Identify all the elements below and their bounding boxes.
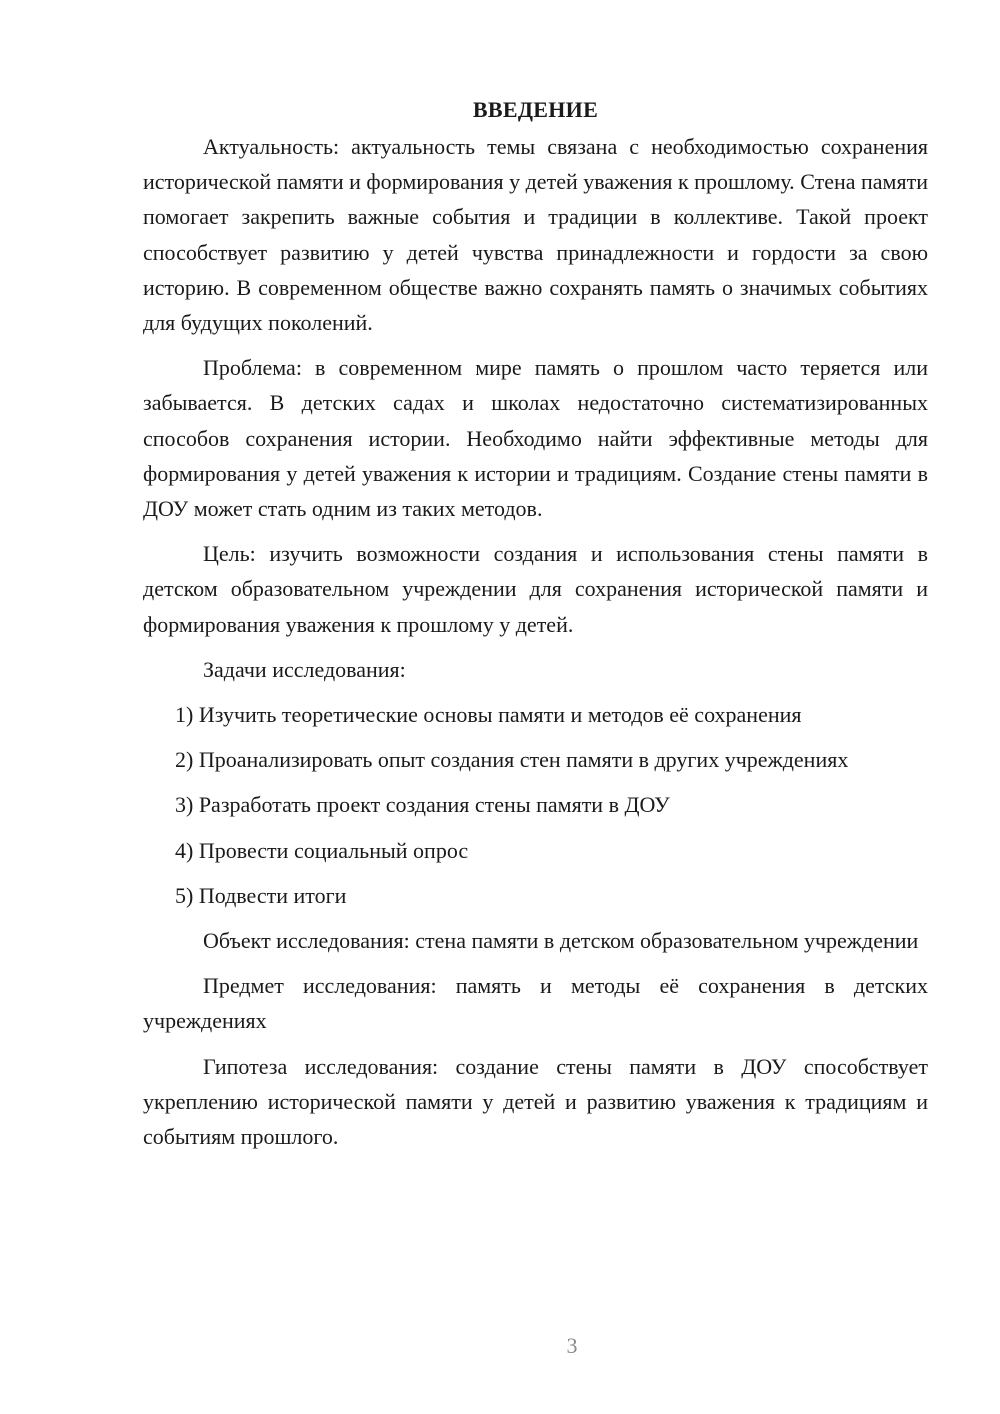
paragraph-object: Объект исследования: стена памяти в детском образовательном учреждении (203, 928, 919, 954)
paragraph-goal: Цель: изучить возможности создания и использования стены памяти в детском образовательном учреждении для сохранения исторической памяти и формирования уважения к прошлому у детей. (143, 541, 928, 637)
paragraph-subject: Предмет исследования: память и методы её сохранения в детских учреждениях (143, 973, 928, 1034)
paragraph-problem: Проблема: в современном мире память о прошлом часто теряется или забывается. В детских садах и школах недостаточно систематизированных способов сохранения истории. Необходимо найти эффективные методы для формирования у детей уважения к истории и традициям. Создание стены памяти в ДОУ может стать одним из таких методов. (143, 355, 928, 522)
paragraph-hypothesis: Гипотеза исследования: создание стены памяти в ДОУ способствует укреплению исторической памяти у детей и развитию уважения к традициям и событиям прошлого. (143, 1053, 928, 1150)
task-item-2: 2) Проанализировать опыт создания стен памяти в других учреждениях (175, 747, 849, 773)
tasks-heading: Задачи исследования: (203, 656, 406, 682)
task-item-5: 5) Подвести итоги (175, 882, 347, 908)
task-item-4: 4) Провести социальный опрос (175, 837, 469, 863)
task-item-3: 3) Разработать проект создания стены памяти в ДОУ (175, 792, 670, 818)
page-number: 3 (566, 1333, 578, 1358)
paragraph-relevance: Актуальность: актуальность темы связана с необходимостью сохранения исторической памяти и формирования у детей уважения к прошлому. Стена памяти помогает закрепить важные события и традиции в коллективе. Такой проект способствует развитию у детей чувства принадлежности и гордости за свою историю. В современном обществе важно сохранять память о значимых событиях для будущих поколений. (143, 134, 928, 336)
section-title: ВВЕДЕНИЕ (472, 97, 599, 122)
document-page (143, 92, 928, 1164)
task-item-1: 1) Изучить теоретические основы памяти и методов её сохранения (175, 702, 802, 728)
page-number-container (72, 1333, 1000, 1359)
